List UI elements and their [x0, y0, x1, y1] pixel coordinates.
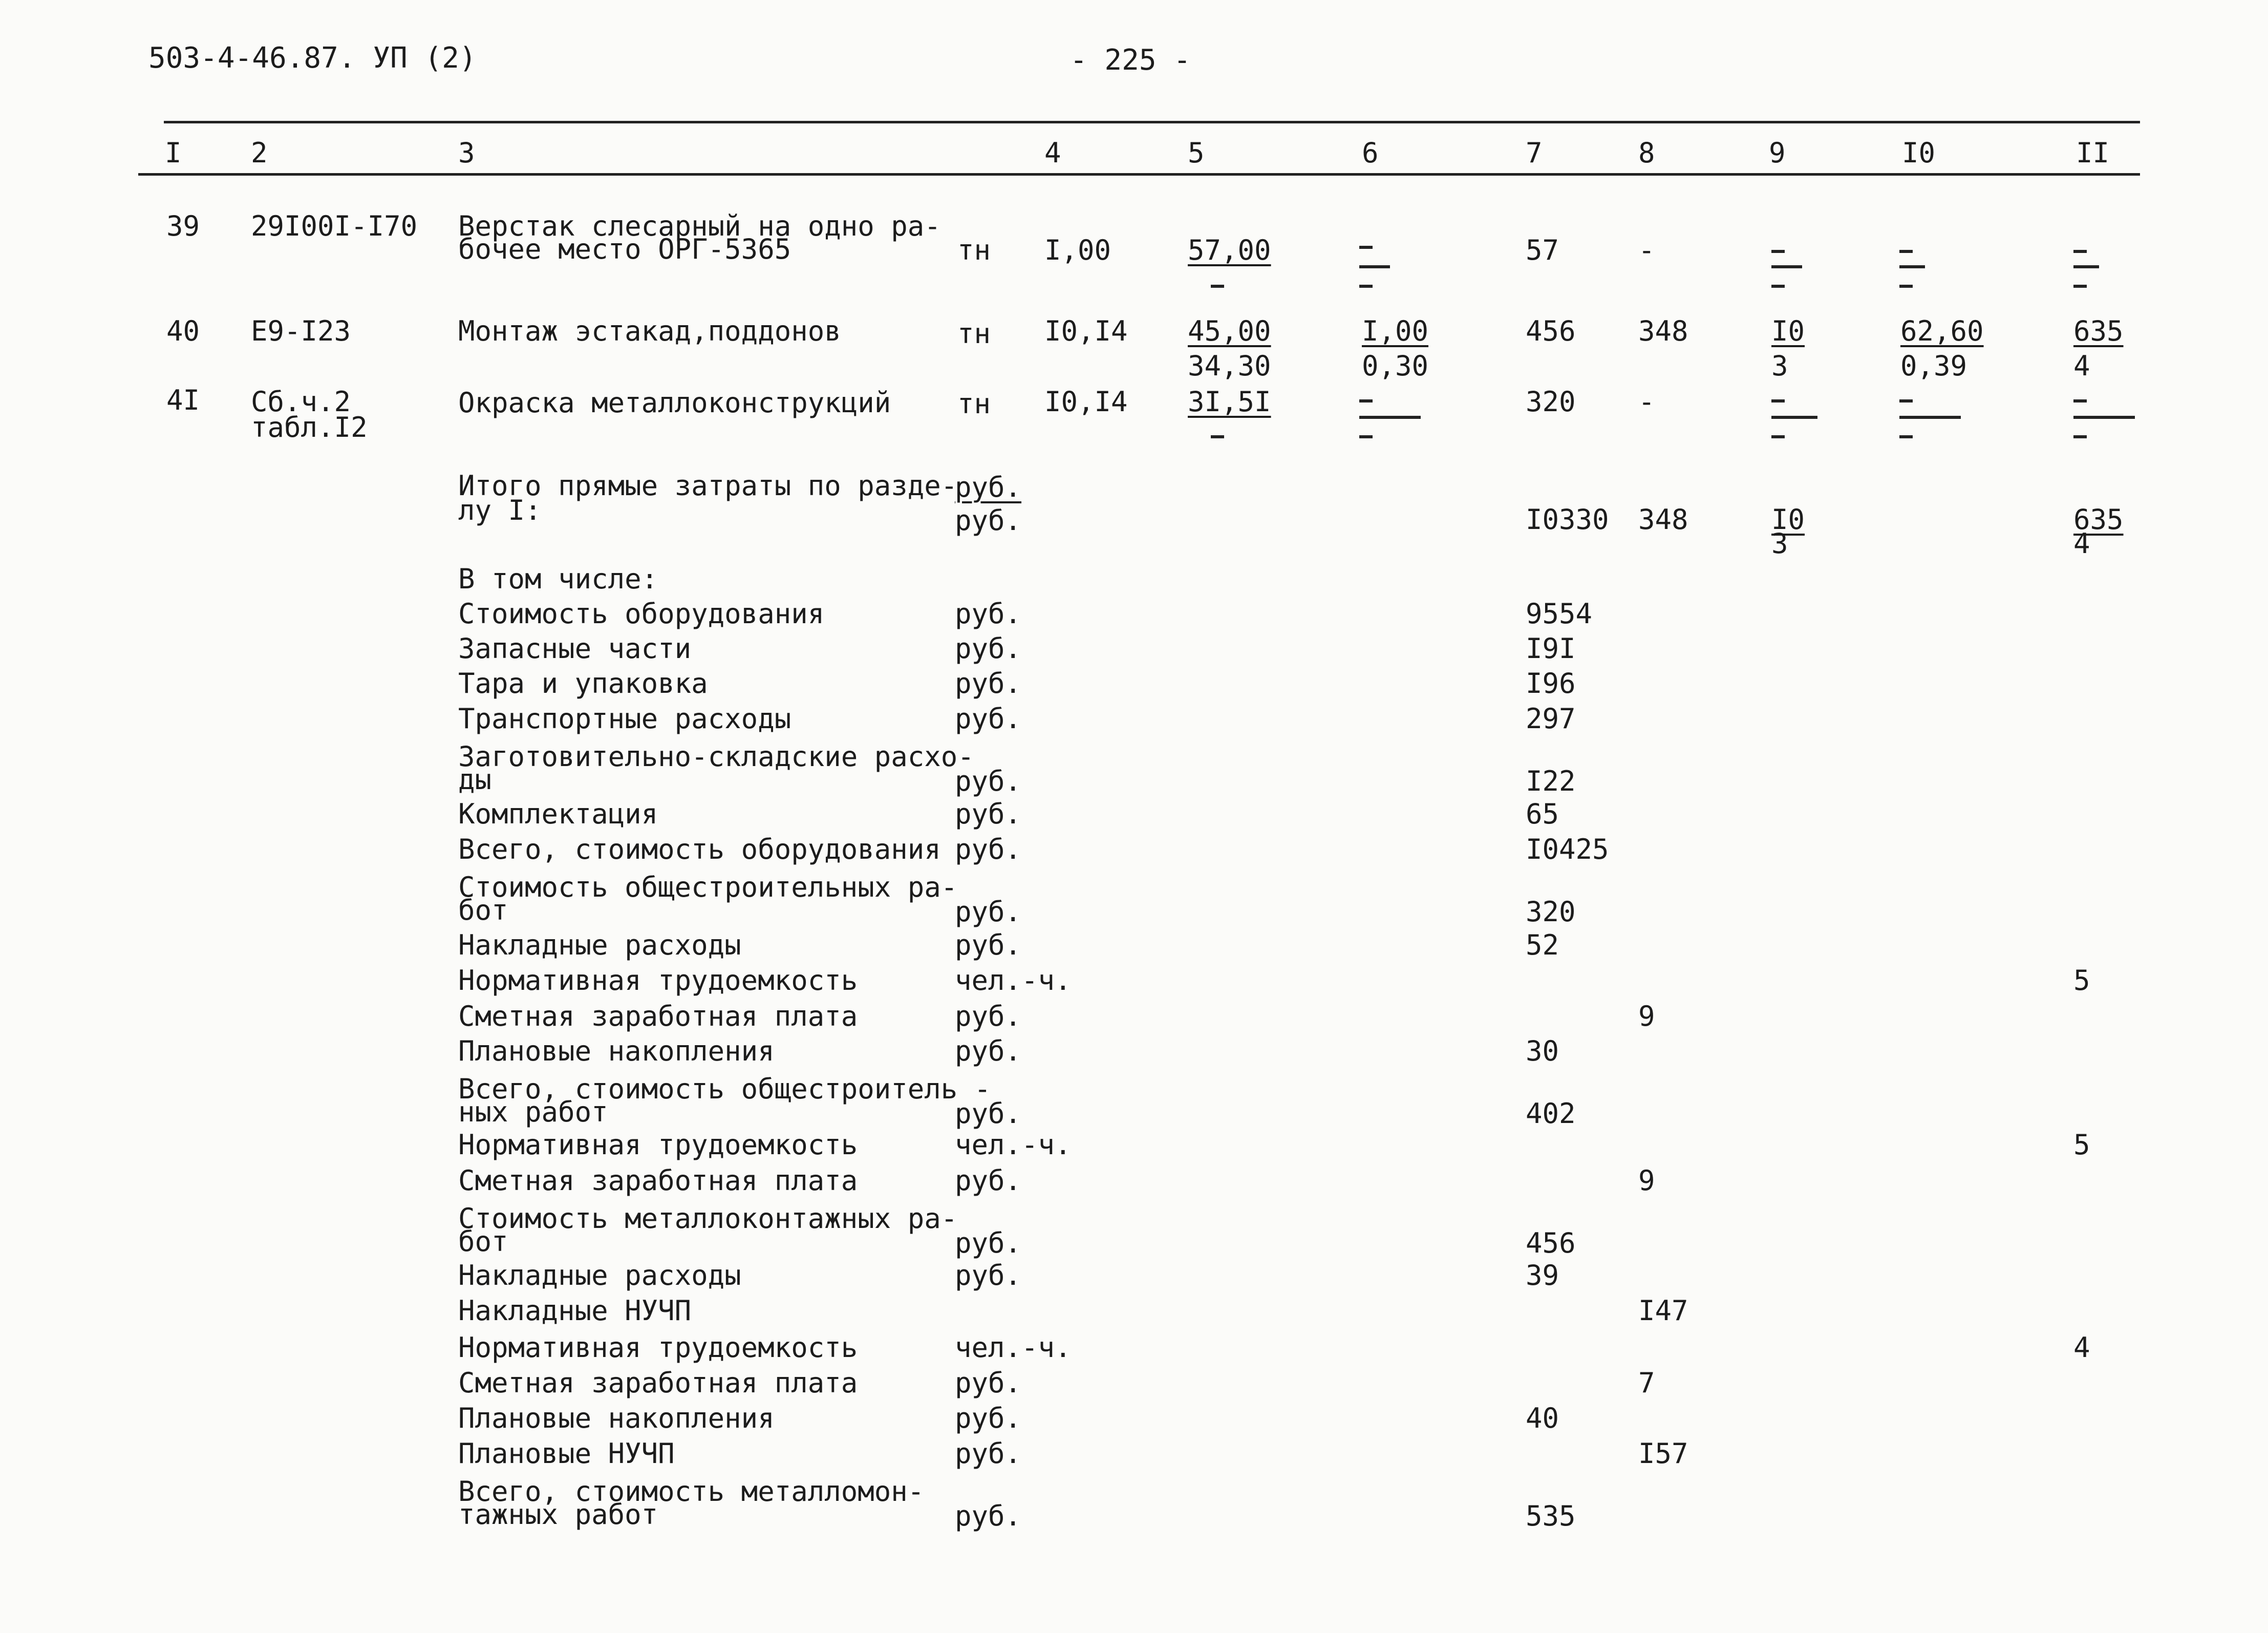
- item-label-line1: Всего, стоимость металломон-: [458, 1475, 925, 1508]
- total-col8-value: 348: [1638, 503, 1688, 536]
- item-col7-value: 402: [1526, 1097, 1576, 1130]
- dash-mark: [1359, 265, 1390, 268]
- item-label-line1: Заготовительно-складские расхо-: [458, 740, 974, 773]
- col-header-10: I0: [1902, 137, 1936, 169]
- item-unit: руб.: [955, 1500, 1022, 1532]
- row-unit: тн: [957, 317, 991, 350]
- row-code: Е9-I23: [251, 315, 351, 347]
- dash-mark: [1211, 435, 1224, 438]
- total-col9-bottom: 3: [1771, 527, 1788, 560]
- item-label-line1: Накладные НУЧП: [458, 1295, 692, 1327]
- item-label-line1: Стоимость металлоконтажных ра-: [458, 1202, 958, 1235]
- row-col10-bottom: 0,39: [1900, 350, 1967, 382]
- table-header-rule: [138, 173, 2140, 176]
- item-unit: руб.: [955, 798, 1022, 830]
- item-col8-value: 9: [1638, 1164, 1655, 1197]
- item-label-line2: бот: [458, 894, 508, 926]
- row-quantity: I0,I4: [1044, 315, 1128, 347]
- item-col8-value: 9: [1638, 1000, 1655, 1032]
- item-label-line2: бот: [458, 1225, 508, 1258]
- item-col7-value: 52: [1526, 929, 1559, 961]
- item-unit: руб.: [955, 632, 1022, 665]
- row-code-line1: Сб.ч.2: [251, 386, 351, 418]
- item-label-line1: Плановые накопления: [458, 1402, 775, 1434]
- item-col11-value: 4: [2073, 1331, 2090, 1364]
- page-number: - 225 -: [1070, 44, 1191, 77]
- dash-mark: [2073, 265, 2099, 268]
- item-col8-value: 7: [1638, 1367, 1655, 1399]
- item-unit: руб.: [955, 896, 1022, 928]
- dash-mark: [2073, 399, 2087, 402]
- dash-mark: [2073, 435, 2087, 438]
- dash-mark: [1359, 246, 1373, 249]
- total-unit-line2: руб.: [955, 504, 1022, 537]
- item-label-line1: Стоимость общестроительных ра-: [458, 871, 958, 903]
- item-label-line1: Тара и упаковка: [458, 667, 708, 699]
- total-col11-bottom: 4: [2073, 527, 2090, 560]
- item-col7-value: I0425: [1526, 833, 1609, 865]
- item-label-line2: ных работ: [458, 1096, 608, 1128]
- row-name-line2: бочее место ОРГ-5365: [458, 233, 791, 265]
- dash-mark: [1899, 250, 1913, 253]
- col-header-4: 4: [1044, 137, 1061, 169]
- dash-mark: [1771, 416, 1817, 419]
- dash-mark: [2073, 285, 2087, 288]
- item-col7-value: 9554: [1526, 598, 1593, 630]
- row-col9-bottom: 3: [1771, 350, 1788, 382]
- col-header-3: 3: [458, 137, 475, 169]
- item-col8-value: I47: [1638, 1295, 1688, 1327]
- dash-mark: [1899, 435, 1913, 438]
- item-col8-value: I57: [1638, 1437, 1688, 1470]
- dash-mark: [1359, 285, 1373, 288]
- item-col11-value: 5: [2073, 964, 2090, 996]
- item-unit: руб.: [955, 1437, 1022, 1470]
- dash-mark: [1211, 285, 1224, 288]
- col-header-9: 9: [1769, 137, 1786, 169]
- item-label-line1: Плановые НУЧП: [458, 1437, 675, 1470]
- row-col10-top: 62,60: [1900, 315, 1984, 347]
- col-header-6: 6: [1362, 137, 1379, 169]
- item-unit: руб.: [955, 1402, 1022, 1434]
- item-col7-value: 40: [1526, 1402, 1559, 1434]
- item-col7-value: I9I: [1526, 632, 1576, 665]
- item-label-line1: Всего, стоимость общестроитель -: [458, 1073, 991, 1105]
- row-col8-value: -: [1638, 234, 1655, 266]
- dash-mark: [1771, 435, 1785, 438]
- dash-mark: [2073, 416, 2135, 419]
- item-unit: руб.: [955, 667, 1022, 699]
- item-label-line2: тажных работ: [458, 1498, 658, 1531]
- item-unit: руб.: [955, 598, 1022, 630]
- total-col9-top: I0: [1771, 503, 1805, 536]
- item-unit: руб.: [955, 929, 1022, 961]
- table-top-rule: [164, 121, 2140, 123]
- row-col5-bottom: 34,30: [1188, 350, 1271, 382]
- row-quantity: I,00: [1044, 234, 1111, 266]
- row-unit: тн: [957, 388, 991, 420]
- dash-mark: [1899, 399, 1913, 402]
- dash-mark: [1899, 416, 1961, 419]
- item-col7-value: I22: [1526, 765, 1576, 797]
- total-unit-line1: руб.: [955, 471, 1022, 503]
- row-quantity: I0,I4: [1044, 386, 1128, 418]
- item-unit: руб.: [955, 1000, 1022, 1032]
- dash-mark: [1359, 435, 1373, 438]
- col-header-11: II: [2076, 137, 2110, 169]
- dash-mark: [1359, 416, 1421, 419]
- dash-mark: [1771, 265, 1802, 268]
- item-col7-value: 39: [1526, 1259, 1559, 1291]
- item-unit: руб.: [955, 765, 1022, 797]
- row-col7-value: 456: [1526, 315, 1576, 347]
- dash-mark: [1899, 265, 1925, 268]
- item-col7-value: 297: [1526, 703, 1576, 735]
- row-col11-bottom: 4: [2073, 350, 2090, 382]
- item-unit: руб.: [955, 1367, 1022, 1399]
- col-header-2: 2: [251, 137, 268, 169]
- item-label-line1: Нормативная трудоемкость: [458, 1129, 858, 1161]
- item-label-line1: Сметная заработная плата: [458, 1000, 858, 1032]
- item-label-line2: ды: [458, 764, 492, 796]
- row-col11-top: 635: [2073, 315, 2124, 347]
- row-name-line1: Окраска металлоконструкций: [458, 387, 891, 419]
- total-col11-top: 635: [2073, 503, 2124, 536]
- row-code-line2: табл.I2: [251, 411, 368, 443]
- item-unit: руб.: [955, 1227, 1022, 1259]
- dash-mark: [1359, 399, 1373, 402]
- item-col7-value: 65: [1526, 798, 1559, 830]
- row-col5-top: 45,00: [1188, 315, 1271, 347]
- dash-mark: [1899, 285, 1913, 288]
- item-label-line1: Плановые накопления: [458, 1035, 775, 1067]
- item-unit: руб.: [955, 703, 1022, 735]
- item-unit: руб.: [955, 833, 1022, 865]
- item-label-line1: Запасные части: [458, 632, 692, 665]
- row-number: 39: [166, 210, 200, 242]
- row-col8-value: 348: [1638, 315, 1688, 347]
- dash-mark: [1771, 250, 1785, 253]
- row-col7-value: 57: [1526, 234, 1559, 266]
- col-header-7: 7: [1526, 137, 1543, 169]
- item-unit: чел.-ч.: [955, 1331, 1072, 1364]
- item-label-line1: Транспортные расходы: [458, 703, 791, 735]
- col-header-5: 5: [1188, 137, 1205, 169]
- document-code: 503-4-46.87. УП (2): [148, 41, 477, 75]
- item-col7-value: 535: [1526, 1500, 1576, 1532]
- item-col11-value: 5: [2073, 1129, 2090, 1161]
- total-col7-value: I0330: [1526, 503, 1609, 536]
- dash-mark: [1771, 285, 1785, 288]
- item-col7-value: 30: [1526, 1035, 1559, 1067]
- row-code: 29I00I-I70: [251, 210, 418, 242]
- row-col7-value: 320: [1526, 386, 1576, 418]
- dash-mark: [2073, 250, 2087, 253]
- row-col6-top: I,00: [1362, 315, 1429, 347]
- row-name-line1: Верстак слесарный на одно ра-: [458, 210, 941, 242]
- row-col9-top: I0: [1771, 315, 1805, 347]
- item-unit: руб.: [955, 1164, 1022, 1197]
- row-col6-bottom: 0,30: [1362, 350, 1429, 382]
- item-label-line1: Всего, стоимость оборудования: [458, 833, 941, 865]
- total-label-line1: Итого прямые затраты по разде-: [458, 470, 958, 502]
- row-unit: тн: [957, 234, 991, 266]
- row-col5-value: 57,00: [1188, 234, 1271, 266]
- item-label-line1: Сметная заработная плата: [458, 1367, 858, 1399]
- item-unit: чел.-ч.: [955, 964, 1072, 996]
- dash-mark: [1771, 399, 1785, 402]
- item-label-line1: Накладные расходы: [458, 929, 741, 961]
- item-label-line1: Нормативная трудоемкость: [458, 1331, 858, 1364]
- item-label-line1: Комплектация: [458, 798, 658, 830]
- item-label-line1: Накладные расходы: [458, 1259, 741, 1291]
- item-label-line1: Сметная заработная плата: [458, 1164, 858, 1197]
- item-col7-value: I96: [1526, 667, 1576, 699]
- item-col7-value: 320: [1526, 896, 1576, 928]
- item-unit: чел.-ч.: [955, 1129, 1072, 1161]
- item-col7-value: 456: [1526, 1227, 1576, 1259]
- item-label-line1: Стоимость оборудования: [458, 598, 825, 630]
- col-header-8: 8: [1638, 137, 1655, 169]
- row-name-line1: Монтаж эстакад,поддонов: [458, 315, 841, 347]
- col-header-1: I: [165, 137, 182, 169]
- row-number: 40: [166, 315, 200, 347]
- row-number: 4I: [166, 384, 200, 416]
- including-label: В том числе:: [458, 563, 658, 595]
- item-unit: руб.: [955, 1097, 1022, 1130]
- row-col5-value: 3I,5I: [1188, 386, 1271, 418]
- item-unit: руб.: [955, 1035, 1022, 1067]
- row-col8-value: -: [1638, 386, 1655, 418]
- item-label-line1: Нормативная трудоемкость: [458, 964, 858, 996]
- item-unit: руб.: [955, 1259, 1022, 1291]
- total-label-line2: лу I:: [458, 494, 542, 526]
